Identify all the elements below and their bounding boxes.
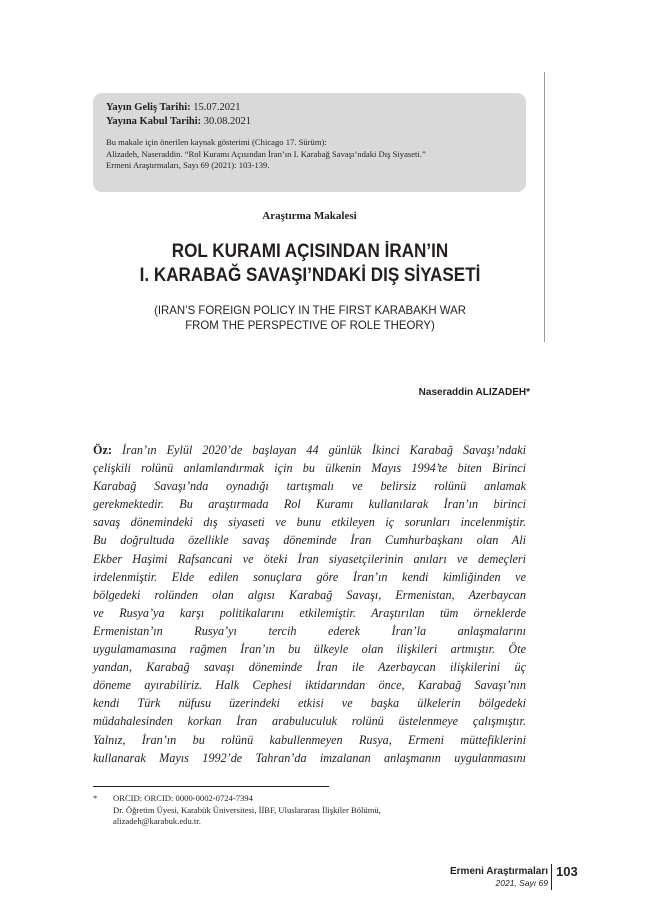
footnote-first-line — [93, 793, 526, 805]
citation-block — [106, 137, 513, 172]
accepted-date-line — [106, 115, 513, 129]
abstract-line: kendi Türk nüfusu üzerindeki etkisi ve başka ülkelerin bölgedeki — [93, 696, 526, 711]
footnote-marker: * — [93, 793, 98, 803]
abstract-line: irdelenmiştir. Elde edilen sonuçlara göre İran’ın kendi kimliğinden ve — [93, 569, 526, 584]
publication-info-box — [93, 93, 526, 192]
journal-name: Ermeni Araştırmaları — [449, 866, 548, 877]
abstract-line: uygulamamasına rağmen İran’ın bu ülkeyle olan ilişkileri artmıştır. Öte — [93, 642, 526, 657]
abstract-line: müdahalesinden korkan İran arabuluculuk rolünü üstelenmeye çalışmıştır. — [93, 714, 526, 729]
subtitle-line: FROM THE PERSPECTIVE OF ROLE THEORY) — [185, 318, 435, 332]
received-date: 15.07.2021 — [193, 102, 241, 113]
margin-rule — [544, 72, 545, 342]
abstract-line: döneme ayırabiliriz. Halk Cephesi iktidarından önce, Karabağ Savaşı’nın — [93, 678, 526, 693]
abstract-line: gerekmektedir. Bu araştırmada Rol Kuramı kullanılarak İran’ın birinci — [93, 497, 526, 512]
footer-separator — [551, 864, 552, 890]
abstract-line: ve Rusya’ya karşı politikalarını etkilemiştir. Araştırılan tüm örneklerde — [93, 605, 526, 620]
abstract-line: bölgedeki rolünden olan algısı Karabağ Savaşı, Ermenistan, Azerbaycan — [93, 587, 526, 602]
title-line: ROL KURAMI AÇISINDAN İRAN’IN — [171, 241, 449, 262]
citation-line: Bu makale için önerilen kaynak gösterimi (Chicago 17. Sürüm): — [106, 137, 327, 147]
abstract-line: Ermenistan’ın Rusya’yı tercih ederek İran’la anlaşmalarını — [93, 623, 526, 638]
abstract-line: Yalnız, İran’ın bu rolünü kabullenmeyen Rusya, Ermeni müttefiklerini — [93, 732, 526, 747]
abstract-line — [93, 441, 526, 459]
abstract-line: Ekber Haşimi Rafsancani ve öteki İran siyasetçilerinin anıları ve demeçleri — [93, 551, 526, 566]
orcid-text: ORCID: ORCID: 0000-0002-0724-7394 — [113, 793, 253, 803]
affiliation-text: Dr. Öğretim Üyesi, Karabük Üniversitesi, İİBF, Uluslararası İlişkiler Bölümü, — [113, 804, 381, 815]
abstract-line-text: İran’ın Eylül 2020’de başlayan 44 günlük İkinci Karabağ Savaşı’ndaki — [122, 443, 527, 457]
title-line: I. KARABAĞ SAVAŞI’NDAKİ DIŞ SİYASETİ — [139, 265, 481, 286]
abstract-line: çelişkili rolünü anlamlandırmak için bu ülkenin Mayıs 1994’te biten Birinci — [93, 461, 526, 476]
citation-line: Alizadeh, Naseraddin. “Rol Kuramı Açısından İran’ın I. Karabağ Savaşı’ndaki Dış Siyaseti.” — [106, 148, 426, 159]
page-footer — [450, 866, 548, 889]
abstract-line: kullanarak Mayıs 1992’de Tahran’da imzalanan anlaşmanın uygulanmasını — [93, 750, 526, 765]
accepted-date: 30.08.2021 — [203, 116, 251, 127]
article-title — [103, 240, 517, 288]
footnote-rule — [93, 786, 329, 787]
issue-info: 2021, Sayı 69 — [495, 878, 548, 888]
abstract-line: Bu doğrultuda özellikle savaş döneminde İran Cumhurbaşkanı olan Ali — [93, 533, 526, 548]
citation-line: Ermeni Araştırmaları, Sayı 69 (2021): 103-139. — [106, 160, 270, 170]
author-email[interactable]: alizadeh@karabuk.edu.tr. — [113, 816, 201, 826]
subtitle-line: (IRAN’S FOREIGN POLICY IN THE FIRST KARABAKH WAR — [154, 303, 466, 317]
footnote — [93, 793, 526, 828]
article-type: Araştırma Makalesi — [262, 210, 357, 222]
received-label: Yayın Geliş Tarihi: — [106, 102, 191, 113]
page-number: 103 — [556, 864, 578, 879]
abstract-line: yandan, Karabağ savaşı döneminde İran ile Azerbaycan ilişkilerini üç — [93, 660, 526, 675]
accepted-label: Yayına Kabul Tarihi: — [106, 116, 202, 127]
received-date-line — [106, 101, 513, 115]
author-name: Naseraddin ALIZADEH* — [418, 387, 530, 398]
article-subtitle — [92, 303, 529, 333]
abstract — [93, 441, 526, 767]
abstract-line: savaş dönemindeki dış siyaseti ve bunu etkileyen iç sorunları incelenmiştir. — [93, 515, 526, 530]
abstract-lead: Öz: — [93, 443, 112, 457]
abstract-line: Karabağ Savaşı’nda oynadığı tartışmalı ve belirsiz rolünü anlamak — [93, 479, 526, 494]
